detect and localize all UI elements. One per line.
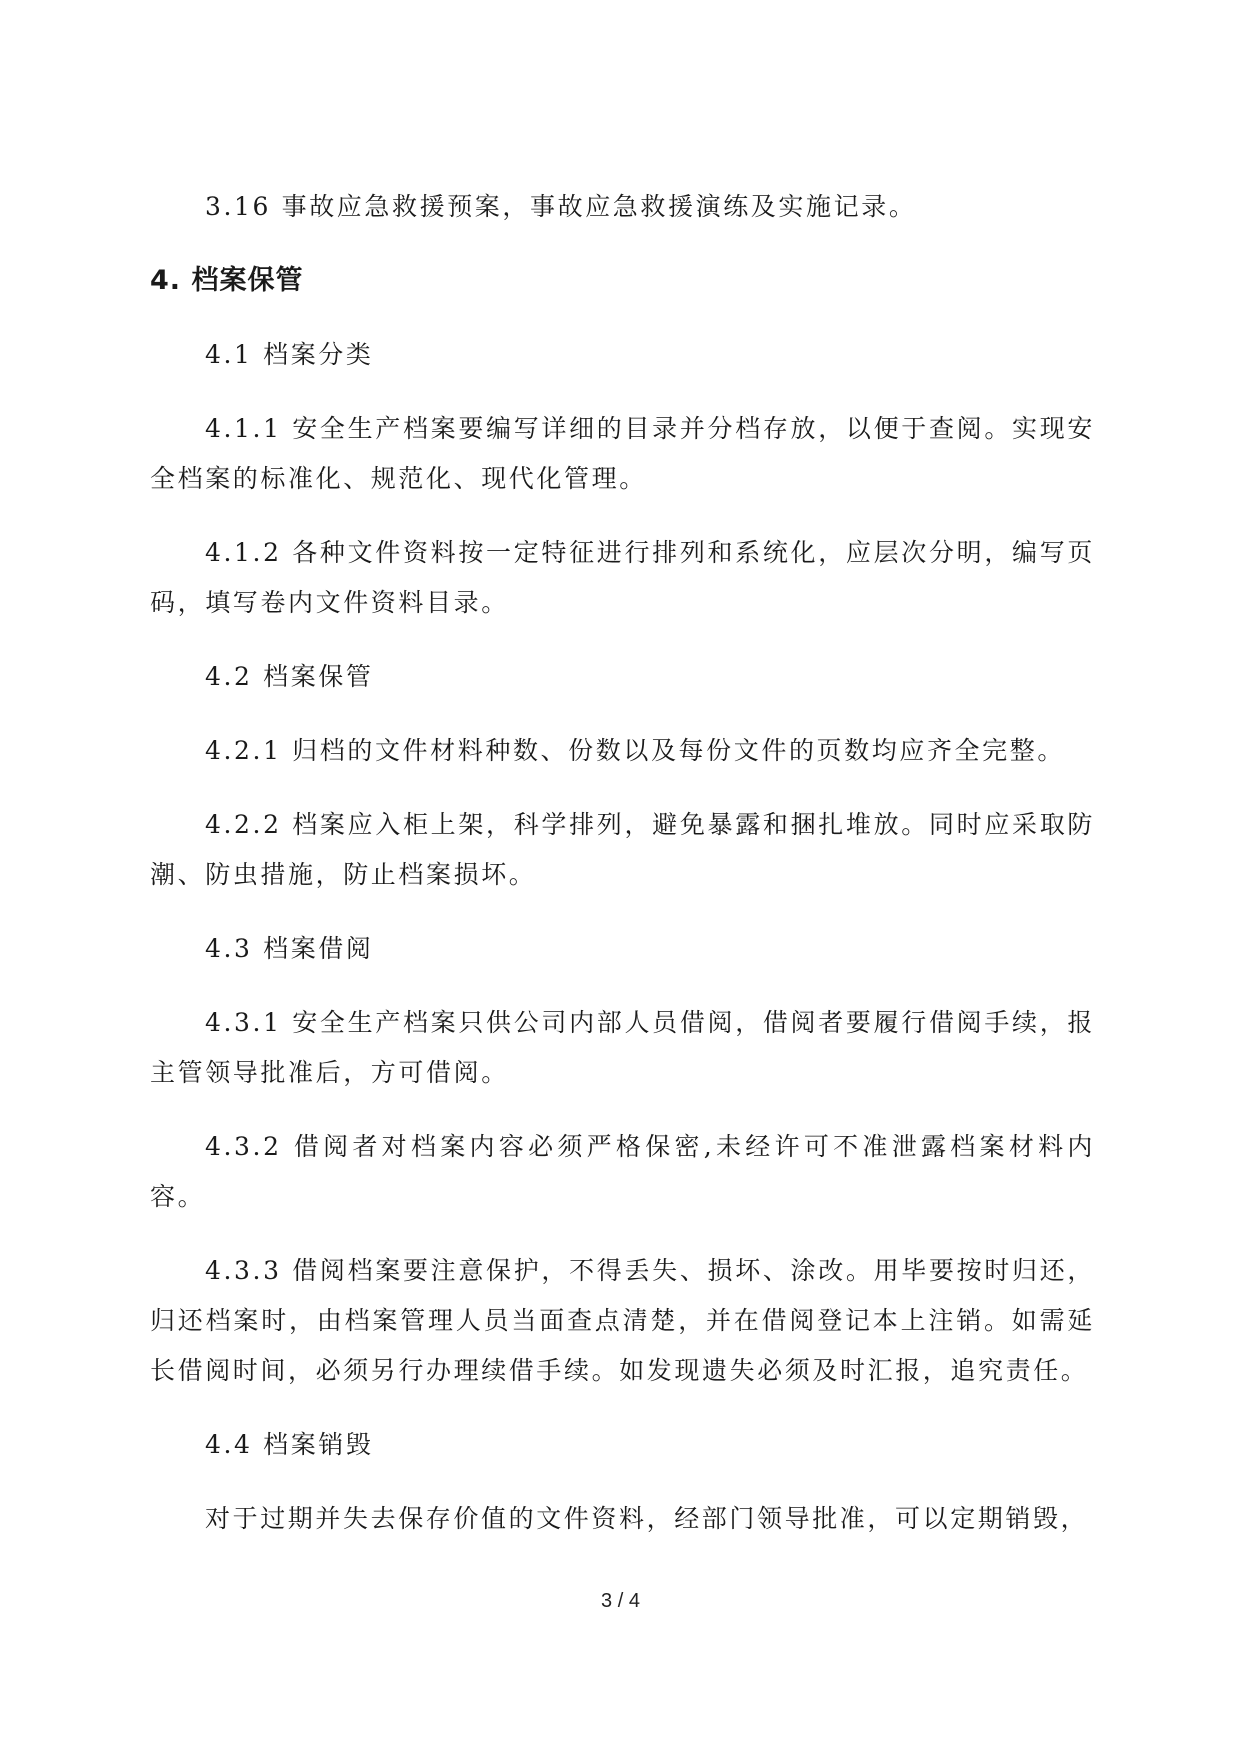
subheading-4-3: 4.3 档案借阅	[205, 934, 374, 963]
paragraph-4-2-2: 4.2.2 档案应入柜上架，科学排列，避免暴露和捆扎堆放。同时应采取防潮、防虫措施，防止档案损坏。	[150, 810, 1095, 889]
paragraph-4-3-2: 4.3.2 借阅者对档案内容必须严格保密,未经许可不准泄露档案材料内容。	[150, 1132, 1095, 1211]
paragraph-4-3-3: 4.3.3 借阅档案要注意保护，不得丢失、损坏、涂改。用毕要按时归还，归还档案时，由档案管理人员当面查点清楚，并在借阅登记本上注销。如需延长借阅时间，必须另行办理续借手续。如发现遗失必须及时汇报，追究责任。	[150, 1256, 1095, 1385]
section-heading-4: 4. 档案保管	[150, 265, 304, 296]
paragraph-4-1-1: 4.1.1 安全生产档案要编写详细的目录并分档存放，以便于查阅。实现安全档案的标准化、规范化、现代化管理。	[150, 414, 1095, 493]
paragraph-4-3-1: 4.3.1 安全生产档案只供公司内部人员借阅，借阅者要履行借阅手续，报主管领导批准后，方可借阅。	[150, 1008, 1095, 1087]
paragraph-4-4-body: 对于过期并失去保存价值的文件资料，经部门领导批准，可以定期销毁，	[205, 1504, 1089, 1533]
paragraph-3-16: 3.16 事故应急救援预案，事故应急救援演练及实施记录。	[205, 192, 917, 221]
page-number: 3 / 4	[601, 1590, 640, 1612]
subheading-4-2: 4.2 档案保管	[205, 662, 374, 691]
subheading-4-4: 4.4 档案销毁	[205, 1430, 374, 1459]
paragraph-4-1-2: 4.1.2 各种文件资料按一定特征进行排列和系统化，应层次分明，编写页码，填写卷内文件资料目录。	[150, 538, 1095, 617]
subheading-4-1: 4.1 档案分类	[205, 340, 374, 369]
paragraph-4-2-1: 4.2.1 归档的文件材料种数、份数以及每份文件的页数均应齐全完整。	[205, 736, 1065, 765]
document-body	[150, 182, 1095, 1568]
